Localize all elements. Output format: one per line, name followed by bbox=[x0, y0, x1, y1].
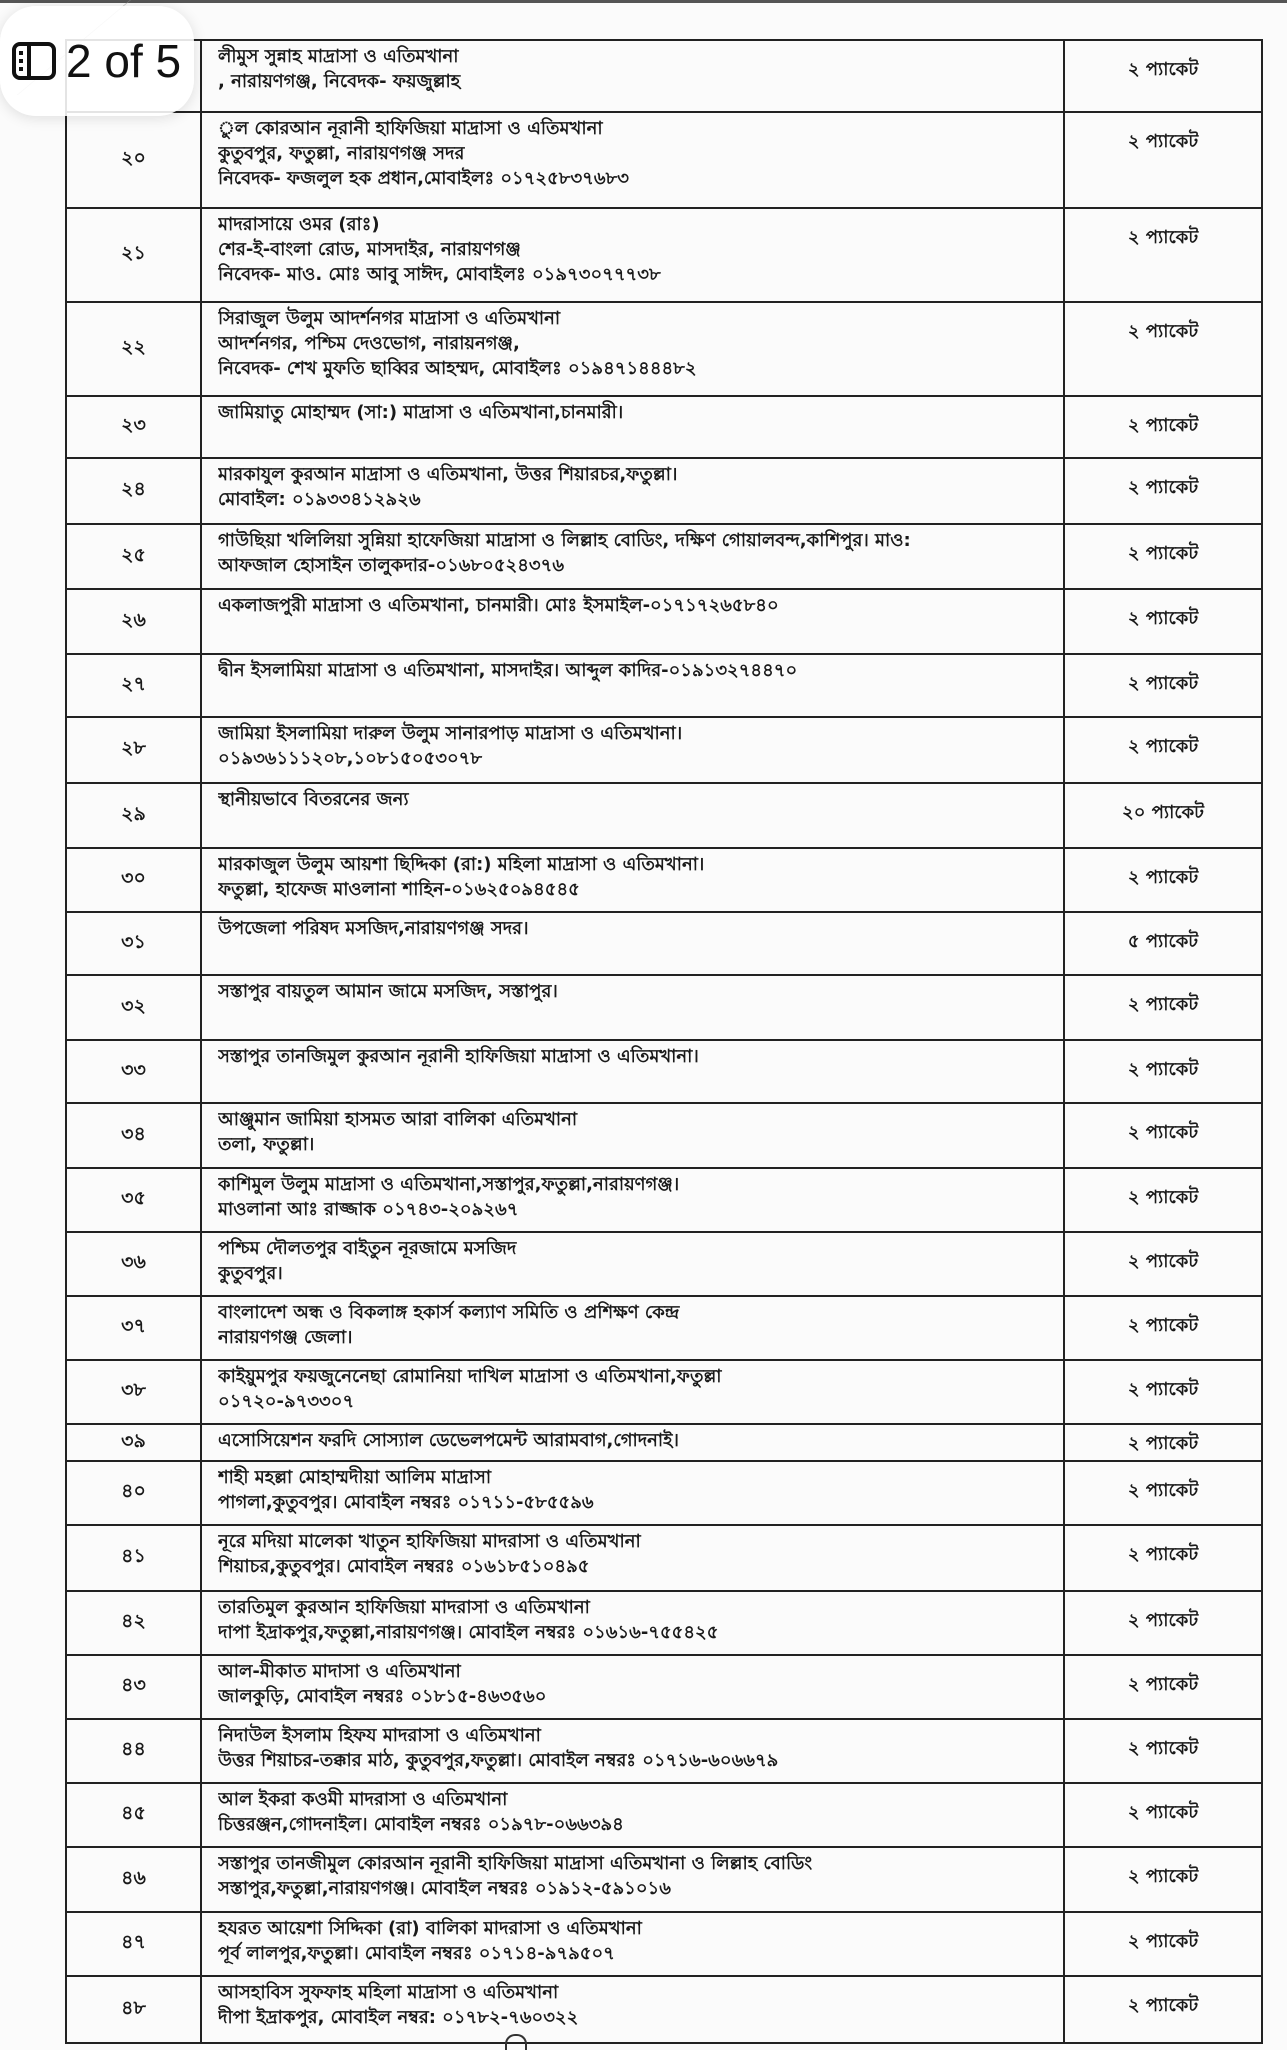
recipient-line: আল-মীকাত মাদাসা ও এতিমখানা bbox=[218, 1661, 461, 1682]
recipient-cell bbox=[201, 396, 1064, 458]
table-row bbox=[66, 458, 1262, 524]
page-sidebar-icon[interactable] bbox=[12, 42, 56, 80]
serial-number: ২১ bbox=[66, 208, 201, 302]
quantity: ২ প্যাকেট bbox=[1064, 1040, 1262, 1103]
serial-number: ৪৫ bbox=[66, 1783, 201, 1847]
serial-number: ২৫ bbox=[66, 524, 201, 589]
recipient-line: এসোসিয়েশন ফরদি সোস্যাল ডেভেলপমেন্ট আরামবাগ,গোদনাই। bbox=[218, 1430, 679, 1451]
serial-number: ৩৮ bbox=[66, 1360, 201, 1424]
table-row bbox=[66, 1525, 1262, 1591]
recipient-line: মাদরাসায়ে ওমর (রাঃ) bbox=[218, 214, 380, 235]
recipient-line: লীমুস সুন্নাহ মাদ্রাসা ও এতিমখানা bbox=[218, 46, 459, 67]
serial-number: ২০ bbox=[66, 112, 201, 208]
recipient-line: পূর্ব লালপুর,ফতুল্লা। মোবাইল নম্বরঃ ০১৭১৪-৯৭৯৫০৭ bbox=[218, 1943, 615, 1964]
quantity: ২ প্যাকেট bbox=[1064, 1591, 1262, 1655]
recipient-line: চিত্তরঞ্জন,গোদনাইল। মোবাইল নম্বরঃ ০১৯৭৮-০৬৬৩৯৪ bbox=[218, 1814, 624, 1835]
table-row bbox=[66, 654, 1262, 717]
quantity: ২ প্যাকেট bbox=[1064, 1168, 1262, 1232]
recipient-cell bbox=[201, 208, 1064, 302]
table-row bbox=[66, 302, 1262, 396]
recipient-cell bbox=[201, 112, 1064, 208]
recipient-cell bbox=[201, 1232, 1064, 1296]
serial-number: ৪১ bbox=[66, 1525, 201, 1591]
recipient-cell bbox=[201, 524, 1064, 589]
table-row bbox=[66, 1168, 1262, 1232]
quantity: ২ প্যাকেট bbox=[1064, 1719, 1262, 1783]
recipient-line: নিবেদক- শেখ মুফতি ছাব্বির আহম্মদ, মোবাইলঃ ০১৯৪৭১৪৪৪৮২ bbox=[218, 358, 697, 379]
recipient-line: দাপা ইদ্রাকপুর,ফতুল্লা,নারায়ণগঞ্জ। মোবাইল নম্বরঃ ০১৬১৬-৭৫৫৪২৫ bbox=[218, 1622, 719, 1643]
quantity: ২ প্যাকেট bbox=[1064, 208, 1262, 302]
recipient-cell bbox=[201, 717, 1064, 783]
recipient-cell bbox=[201, 912, 1064, 975]
page-count: 2 of 5 bbox=[66, 35, 182, 87]
recipient-cell bbox=[201, 654, 1064, 717]
recipient-line: সস্তাপুর,ফতুল্লা,নারায়ণগঞ্জ। মোবাইল নম্বরঃ ০১৯১২-৫৯১০১৬ bbox=[218, 1878, 671, 1899]
recipient-line: পাগলা,কুতুবপুর। মোবাইল নম্বরঃ ০১৭১১-৫৮৫৫৯৬ bbox=[218, 1492, 594, 1513]
recipient-line: নিবেদক- ফজলুল হক প্রধান,মোবাইলঃ ০১৭২৫৮৩৭৬৮৩ bbox=[218, 168, 629, 189]
recipient-line: মাওলানা আঃ রাজ্জাক ০১৭৪৩-২০৯২৬৭ bbox=[218, 1199, 519, 1220]
distribution-table bbox=[65, 39, 1263, 2044]
table-row bbox=[66, 1232, 1262, 1296]
quantity: ২ প্যাকেট bbox=[1064, 396, 1262, 458]
top-edge bbox=[0, 0, 1287, 3]
recipient-line: গাউছিয়া খলিলিয়া সুন্নিয়া হাফেজিয়া মাদ্রাসা ও লিল্লাহ বোডিং, দক্ষিণ গোয়ালবন্দ,কাশিপুর। মাও: bbox=[218, 530, 911, 551]
serial-number: ৩৪ bbox=[66, 1103, 201, 1168]
table-row bbox=[66, 1719, 1262, 1783]
quantity: ২ প্যাকেট bbox=[1064, 1232, 1262, 1296]
table-row bbox=[66, 1103, 1262, 1168]
recipient-line: সস্তাপুর বায়তুল আমান জামে মসজিদ, সস্তাপুর। bbox=[218, 981, 558, 1002]
serial-number: ৩০ bbox=[66, 848, 201, 912]
serial-number: ৩৩ bbox=[66, 1040, 201, 1103]
recipient-line: তারতিমুল কুরআন হাফিজিয়া মাদরাসা ও এতিমখানা bbox=[218, 1597, 590, 1618]
quantity: ২ প্যাকেট bbox=[1064, 1296, 1262, 1360]
quantity: ২ প্যাকেট bbox=[1064, 458, 1262, 524]
recipient-cell bbox=[201, 458, 1064, 524]
recipient-line: সস্তাপুর তানজিমুল কুরআন নূরানী হাফিজিয়া মাদ্রাসা ও এতিমখানা। bbox=[218, 1046, 699, 1067]
table-row bbox=[66, 396, 1262, 458]
recipient-cell bbox=[201, 1168, 1064, 1232]
recipient-cell bbox=[201, 1783, 1064, 1847]
recipient-cell bbox=[201, 1040, 1064, 1103]
quantity: ২০ প্যাকেট bbox=[1064, 783, 1262, 848]
recipient-cell bbox=[201, 1360, 1064, 1424]
recipient-cell bbox=[201, 40, 1064, 112]
recipient-line: সিরাজুল উলুম আদর্শনগর মাদ্রাসা ও এতিমখানা bbox=[218, 308, 561, 329]
quantity: ২ প্যাকেট bbox=[1064, 717, 1262, 783]
recipient-line: শাহী মহল্লা মোহাম্মদীয়া আলিম মাদ্রাসা bbox=[218, 1467, 492, 1488]
recipient-cell bbox=[201, 1296, 1064, 1360]
quantity: ২ প্যাকেট bbox=[1064, 112, 1262, 208]
quantity: ২ প্যাকেট bbox=[1064, 1360, 1262, 1424]
serial-number: ৪৬ bbox=[66, 1847, 201, 1912]
recipient-line: জামিয়া ইসলামিয়া দারুল উলুম সানারপাড় মাদ্রাসা ও এতিমখানা। bbox=[218, 723, 683, 744]
recipient-line: নিবেদক- মাও. মোঃ আবু সাঈদ, মোবাইলঃ ০১৯৭৩০৭৭৭৩৮ bbox=[218, 264, 661, 285]
table-row bbox=[66, 1461, 1262, 1525]
serial-number: ২২ bbox=[66, 302, 201, 396]
table-row bbox=[66, 112, 1262, 208]
table-row bbox=[66, 1424, 1262, 1461]
quantity: ২ প্যাকেট bbox=[1064, 40, 1262, 112]
recipient-cell bbox=[201, 1461, 1064, 1525]
serial-number: ৩১ bbox=[66, 912, 201, 975]
recipient-cell bbox=[201, 975, 1064, 1040]
serial-number: ৩৫ bbox=[66, 1168, 201, 1232]
recipient-line: দীপা ইদ্রাকপুর, মোবাইল নম্বর: ০১৭৮২-৭৬০৩২২ bbox=[218, 2007, 579, 2028]
recipient-line: তলা, ফতুল্লা। bbox=[218, 1134, 315, 1155]
quantity: ৫ প্যাকেট bbox=[1064, 912, 1262, 975]
table-row bbox=[66, 1783, 1262, 1847]
recipient-cell bbox=[201, 1103, 1064, 1168]
recipient-line: একলাজপুরী মাদ্রাসা ও এতিমখানা, চানমারী। মোঃ ইসমাইল-০১৭১৭২৬৫৮৪০ bbox=[218, 595, 779, 616]
recipient-cell bbox=[201, 1591, 1064, 1655]
recipient-line: কুতুবপুর। bbox=[218, 1263, 283, 1284]
table-row bbox=[66, 1847, 1262, 1912]
recipient-line: হযরত আয়েশা সিদ্দিকা (রা) বালিকা মাদরাসা ও এতিমখানা bbox=[218, 1918, 642, 1939]
table-row bbox=[66, 1655, 1262, 1719]
quantity: ২ প্যাকেট bbox=[1064, 1847, 1262, 1912]
recipient-cell bbox=[201, 848, 1064, 912]
recipient-line: ফতুল্লা, হাফেজ মাওলানা শাহিন-০১৬২৫০৯৪৫৪৫ bbox=[218, 879, 580, 900]
serial-number: ৩৭ bbox=[66, 1296, 201, 1360]
recipient-line: কাইয়ুমপুর ফয়জুনেনেছা রোমানিয়া দাখিল মাদ্রাসা ও এতিমখানা,ফতুল্লা bbox=[218, 1366, 722, 1387]
recipient-line: শের-ই-বাংলা রোড, মাসদাইর, নারায়ণগঞ্জ bbox=[218, 239, 521, 260]
recipient-cell bbox=[201, 1655, 1064, 1719]
quantity: ২ প্যাকেট bbox=[1064, 1103, 1262, 1168]
table-row bbox=[66, 524, 1262, 589]
table-row bbox=[66, 1976, 1262, 2043]
serial-number: ২৯ bbox=[66, 783, 201, 848]
table-row bbox=[66, 1296, 1262, 1360]
recipient-cell bbox=[201, 1847, 1064, 1912]
table-row bbox=[66, 848, 1262, 912]
table-row bbox=[66, 1360, 1262, 1424]
serial-number: ২৬ bbox=[66, 589, 201, 654]
recipient-line: উপজেলা পরিষদ মসজিদ,নারায়ণগঞ্জ সদর। bbox=[218, 918, 529, 939]
serial-number: ৪৩ bbox=[66, 1655, 201, 1719]
quantity: ২ প্যাকেট bbox=[1064, 848, 1262, 912]
recipient-line: কুতুবপুর, ফতুল্লা, নারায়ণগঞ্জ সদর bbox=[218, 143, 465, 164]
quantity: ২ প্যাকেট bbox=[1064, 1525, 1262, 1591]
recipient-line: বাংলাদেশ অন্ধ ও বিকলাঙ্গ হকার্স কল্যাণ সমিতি ও প্রশিক্ষণ কেন্দ্র bbox=[218, 1302, 680, 1323]
serial-number: ৩২ bbox=[66, 975, 201, 1040]
table-row bbox=[66, 717, 1262, 783]
recipient-line: ০১৭২০-৯৭৩৩০৭ bbox=[218, 1391, 355, 1412]
serial-number: ৪৪ bbox=[66, 1719, 201, 1783]
serial-number: ৪৭ bbox=[66, 1912, 201, 1976]
quantity: ২ প্যাকেট bbox=[1064, 1424, 1262, 1461]
recipient-cell bbox=[201, 1719, 1064, 1783]
recipient-line: নিদাউল ইসলাম হিফয মাদরাসা ও এতিমখানা bbox=[218, 1725, 541, 1746]
recipient-line: মারকাযুল কুরআন মাদ্রাসা ও এতিমখানা, উত্তর শিয়ারচর,ফতুল্লা। bbox=[218, 464, 678, 485]
table-row bbox=[66, 975, 1262, 1040]
table-row bbox=[66, 1912, 1262, 1976]
recipient-line: , নারায়ণগঞ্জ, নিবেদক- ফয়জুল্লাহ bbox=[218, 71, 461, 92]
recipient-line: কাশিমুল উলুম মাদ্রাসা ও এতিমখানা,সস্তাপুর,ফতুল্লা,নারায়ণগঞ্জ। bbox=[218, 1174, 680, 1195]
quantity: ২ প্যাকেট bbox=[1064, 589, 1262, 654]
recipient-line: আদর্শনগর, পশ্চিম দেওভোগ, নারায়নগঞ্জ, bbox=[218, 333, 520, 354]
recipient-line: স্থানীয়ভাবে বিতরনের জন্য bbox=[218, 789, 409, 810]
table-row bbox=[66, 1040, 1262, 1103]
quantity: ২ প্যাকেট bbox=[1064, 524, 1262, 589]
quantity: ২ প্যাকেট bbox=[1064, 1461, 1262, 1525]
recipient-cell bbox=[201, 1976, 1064, 2043]
recipient-line: ০১৯৩৬১১১২০৮,১০৮১৫০৫৩০৭৮ bbox=[218, 748, 483, 769]
recipient-line: জামিয়াতু মোহাম্মদ (সা:) মাদ্রাসা ও এতিমখানা,চানমারী। bbox=[218, 402, 624, 423]
recipient-line: পশ্চিম দৌলতপুর বাইতুন নূরজামে মসজিদ bbox=[218, 1238, 517, 1259]
serial-number: ৩৯ bbox=[66, 1424, 201, 1461]
serial-number: ২৮ bbox=[66, 717, 201, 783]
quantity: ২ প্যাকেট bbox=[1064, 975, 1262, 1040]
recipient-cell bbox=[201, 783, 1064, 848]
quantity: ২ প্যাকেট bbox=[1064, 1912, 1262, 1976]
recipient-line: উত্তর শিয়াচর-তক্কার মাঠ, কুতুবপুর,ফতুল্লা। মোবাইল নম্বরঃ ০১৭১৬-৬০৬৬৭৯ bbox=[218, 1750, 779, 1771]
serial-number: ৪২ bbox=[66, 1591, 201, 1655]
serial-number: ৪৮ bbox=[66, 1976, 201, 2043]
recipient-cell bbox=[201, 1424, 1064, 1461]
serial-number: ২৩ bbox=[66, 396, 201, 458]
recipient-cell bbox=[201, 1525, 1064, 1591]
recipient-line: আসহাবিস সুফফাহ মহিলা মাদ্রাসা ও এতিমখানা bbox=[218, 1982, 559, 2003]
quantity: ২ প্যাকেট bbox=[1064, 654, 1262, 717]
recipient-line: শিয়াচর,কুতুবপুর। মোবাইল নম্বরঃ ০১৬১৮৫১০৪৯৫ bbox=[218, 1556, 590, 1577]
serial-number: ২৪ bbox=[66, 458, 201, 524]
table-row bbox=[66, 912, 1262, 975]
recipient-line: আফজাল হোসাইন তালুকদার-০১৬৮০৫২৪৩৭৬ bbox=[218, 555, 565, 576]
table-row bbox=[66, 208, 1262, 302]
table-row bbox=[66, 589, 1262, 654]
quantity: ২ প্যাকেট bbox=[1064, 1783, 1262, 1847]
recipient-line: নারায়ণগঞ্জ জেলা। bbox=[218, 1327, 353, 1348]
page-indicator[interactable] bbox=[0, 6, 194, 116]
recipient-line: ুল কোরআন নূরানী হাফিজিয়া মাদ্রাসা ও এতিমখানা bbox=[218, 118, 603, 139]
recipient-line: জালকুড়ি, মোবাইল নম্বরঃ ০১৮১৫-৪৬৩৫৬০ bbox=[218, 1686, 547, 1707]
serial-number: ২৭ bbox=[66, 654, 201, 717]
table-row bbox=[66, 783, 1262, 848]
recipient-line: আল ইকরা কওমী মাদরাসা ও এতিমখানা bbox=[218, 1789, 508, 1810]
recipient-line: মারকাজুল উলুম আয়শা ছিদ্দিকা (রা:) মহিলা মাদ্রাসা ও এতিমখানা। bbox=[218, 854, 705, 875]
table-row bbox=[66, 1591, 1262, 1655]
recipient-line: নূরে মদিয়া মালেকা খাতুন হাফিজিয়া মাদরাসা ও এতিমখানা bbox=[218, 1531, 641, 1552]
quantity: ২ প্যাকেট bbox=[1064, 1976, 1262, 2043]
quantity: ২ প্যাকেট bbox=[1064, 1655, 1262, 1719]
quantity: ২ প্যাকেট bbox=[1064, 302, 1262, 396]
serial-number: ৩৬ bbox=[66, 1232, 201, 1296]
serial-number: ৪০ bbox=[66, 1461, 201, 1525]
recipient-line: মোবাইল: ০১৯৩৩৪১২৯২৬ bbox=[218, 489, 421, 510]
table-row bbox=[66, 40, 1262, 112]
recipient-line: দ্বীন ইসলামিয়া মাদ্রাসা ও এতিমখানা, মাসদাইর। আব্দুল কাদির-০১৯১৩২৭৪৪৭০ bbox=[218, 660, 798, 681]
recipient-cell bbox=[201, 589, 1064, 654]
recipient-cell bbox=[201, 1912, 1064, 1976]
recipient-line: আঞ্জুমান জামিয়া হাসমত আরা বালিকা এতিমখানা bbox=[218, 1109, 578, 1130]
recipient-line: সস্তাপুর তানজীমুল কোরআন নূরানী হাফিজিয়া মাদ্রাসা এতিমখানা ও লিল্লাহ বোডিং bbox=[218, 1853, 813, 1874]
recipient-cell bbox=[201, 302, 1064, 396]
